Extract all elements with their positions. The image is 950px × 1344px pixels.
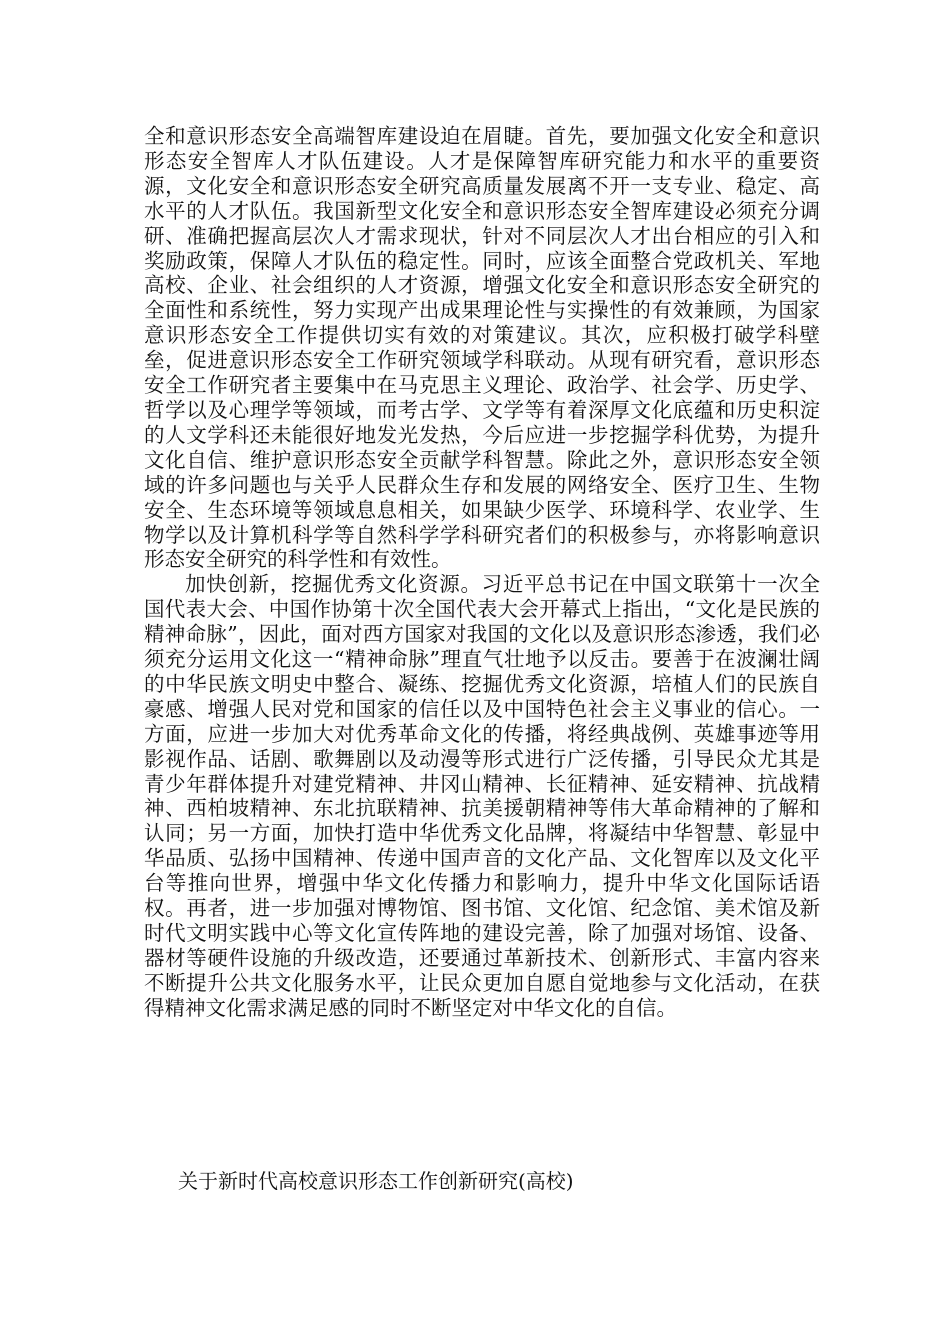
paragraph-think-tank: 全和意识形态安全高端智库建设迫在眉睫。首先，要加强文化安全和意识形态安全智库人才队伍建设。人才是保障智库研究能力和水平的重要资源，文化安全和意识形态安全研究高质量发展离不开一支专业、稳定、高水平的人才队伍。我国新型文化安全和意识形态安全智库建设必须充分调研、准确把握高层次人才需求现状，针对不同层次人才出台相应的引入和奖励政策，保障人才队伍的稳定性。同时，应该全面整合党政机关、军地高校、企业、社会组织的人才资源，增强文化安全和意识形态安全研究的全面性和系统性，努力实现产出成果理论性与实操性的有效兼顾，为国家意识形态安全工作提供切实有效的对策建议。其次，应积极打破学科壁垒，促进意识形态安全工作研究领域学科联动。从现有研究看，意识形态安全工作研究者主要集中在马克思主义理论、政治学、社会学、历史学、哲学以及心理学等领域，而考古学、文学等有着深厚文化底蕴和历史积淀的人文学科还未能很好地发光发热，今后应进一步挖掘学科优势，为提升文化自信、维护意识形态安全贡献学科智慧。除此之外，意识形态安全领域的许多问题也与关乎人民群众生存和发展的网络安全、医疗卫生、生物安全、生态环境等领域息息相关，如果缺少医学、环境科学、农业学、生物学以及计算机科学等自然科学学科研究者们的积极参与，亦将影响意识形态安全研究的科学性和有效性。 (144, 124, 820, 572)
document-body (144, 124, 820, 1021)
paragraph-cultural-innovation: 加快创新，挖掘优秀文化资源。习近平总书记在中国文联第十一次全国代表大会、中国作协第十次全国代表大会开幕式上指出，“文化是民族的精神命脉”，因此，面对西方国家对我国的文化以及意识形态渗透，我们必须充分运用文化这一“精神命脉”理直气壮地予以反击。要善于在波澜壮阔的中华民族文明史中整合、凝练、挖掘优秀文化资源，培植人们的民族自豪感、增强人民对党和国家的信任以及中国特色社会主义事业的信心。一方面，应进一步加大对优秀革命文化的传播，将经典战例、英雄事迹等用影视作品、话剧、歌舞剧以及动漫等形式进行广泛传播，引导民众尤其是青少年群体提升对建党精神、井冈山精神、长征精神、延安精神、抗战精神、西柏坡精神、东北抗联精神、抗美援朝精神等伟大革命精神的了解和认同；另一方面，加快打造中华优秀文化品牌，将凝结中华智慧、彰显中华品质、弘扬中国精神、传递中国声音的文化产品、文化智库以及文化平台等推向世界，增强中华文化传播力和影响力，提升中华文化国际话语权。再者，进一步加强对博物馆、图书馆、文化馆、纪念馆、美术馆及新时代文明实践中心等文化宣传阵地的建设完善，除了加强对场馆、设备、器材等硬件设施的升级改造，还要通过革新技术、创新形式、丰富内容来不断提升公共文化服务水平，让民众更加自愿自觉地参与文化活动，在获得精神文化需求满足感的同时不断坚定对中华文化的自信。 (144, 572, 820, 1020)
next-article-title: 关于新时代高校意识形态工作创新研究(高校) (178, 1169, 574, 1193)
